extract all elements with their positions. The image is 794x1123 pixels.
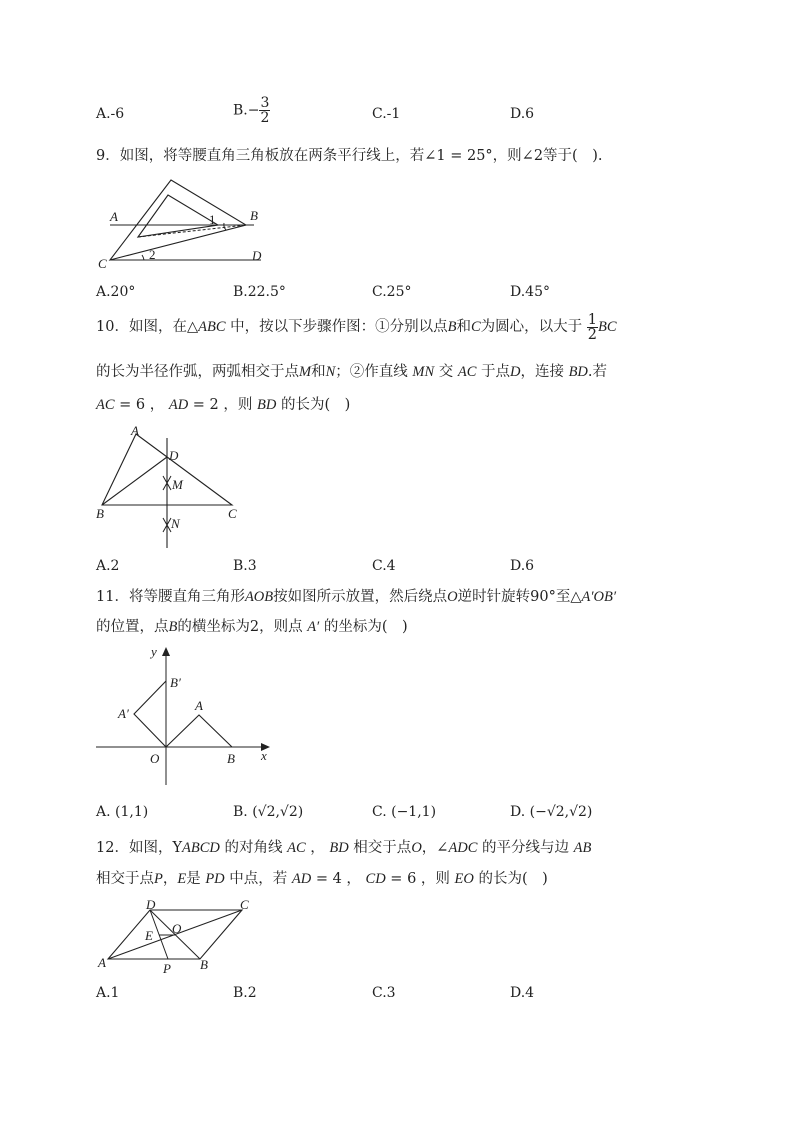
- q9-label-d: D: [252, 248, 262, 263]
- q12-label-d: D: [146, 897, 156, 912]
- q11-option-d: D. (−√2,√2): [510, 804, 593, 820]
- q10-label-n: N: [171, 516, 180, 531]
- q12-label-p: P: [163, 961, 171, 976]
- q10-option-c: C.4: [372, 558, 396, 574]
- q11-triangle-aob: [166, 715, 232, 747]
- q12-label-c: C: [240, 897, 249, 912]
- q8-option-c: C.-1: [372, 106, 401, 122]
- q9-dashed-segment: [138, 225, 246, 237]
- q12-label-e: E: [145, 928, 153, 943]
- q9-outer-triangle: [110, 180, 246, 260]
- q12-label-o: O: [172, 921, 182, 936]
- q8-option-d: D.6: [510, 106, 535, 122]
- q10-label-a: A: [131, 423, 139, 438]
- q11-stem-line2: 的位置，点B的横坐标为2，则点 A′ 的坐标为( ): [96, 619, 408, 635]
- q10-fraction-half: $\frac{1}{2}$: [587, 311, 597, 343]
- q10-label-c: C: [228, 506, 237, 521]
- q11-option-c: C. (−1,1): [372, 804, 437, 820]
- q9-option-c: C.25°: [372, 284, 412, 300]
- q10-option-b: B.3: [233, 558, 257, 574]
- q12-option-c: C.3: [372, 985, 396, 1001]
- q10-label-b: B: [96, 506, 104, 521]
- q11-label-y: y: [151, 644, 157, 659]
- q10-option-d: D.6: [510, 558, 535, 574]
- q11-y-axis-arrow: [162, 647, 170, 656]
- q12-option-a: A.1: [96, 985, 120, 1001]
- q11-label-a: A: [195, 698, 203, 713]
- q9-stem: 9．如图，将等腰直角三角板放在两条平行线上，若∠1 = 25°，则∠2等于( ).: [96, 148, 603, 164]
- q11-option-a: A. (1,1): [96, 804, 149, 820]
- q10-stem-line1: 10．如图，在△ABC 中，按以下步骤作图：①分别以点B和C为圆心，以大于 $\frac{1}{2}$ BC: [96, 311, 617, 343]
- q11-label-a-prime: A′: [118, 706, 129, 721]
- q12-option-b: B.2: [233, 985, 257, 1001]
- q11-label-o: O: [150, 751, 160, 766]
- q12-stem-line1: 12．如图，YABCD 的对角线 AC ， BD 相交于点O，∠ADC 的平分线与边 AB: [96, 840, 592, 856]
- q9-option-a: A.20°: [96, 284, 136, 300]
- q9-angle1-arc: [224, 223, 226, 230]
- q9-label-b: B: [250, 208, 258, 223]
- q9-option-b: B.22.5°: [233, 284, 286, 300]
- q11-figure: [90, 640, 280, 790]
- q11-label-b-prime: B′: [170, 675, 181, 690]
- q10-stem-line2: 的长为半径作弧，两弧相交于点M和N；②作直线 MN 交 AC 于点D，连接 BD.若: [96, 364, 608, 380]
- q10-segment-bd: [102, 457, 167, 505]
- q9-label-a: A: [110, 209, 118, 224]
- q9-figure: [96, 175, 286, 270]
- q8-option-a: A.-6: [96, 106, 125, 122]
- q10-figure: [90, 420, 250, 555]
- q9-label-angle2: 2: [149, 247, 156, 262]
- q10-label-m: M: [172, 477, 183, 492]
- q9-angle2-arc: [142, 255, 144, 260]
- q12-label-b: B: [200, 957, 208, 972]
- q11-label-x: x: [261, 748, 267, 763]
- q10-option-a: A.2: [96, 558, 120, 574]
- q11-triangle-a1ob1: [134, 681, 166, 747]
- q11-label-b: B: [227, 751, 235, 766]
- q11-option-b: B. (√2,√2): [233, 804, 304, 820]
- q12-label-a: A: [98, 955, 106, 970]
- q9-label-angle1: 1: [209, 212, 216, 227]
- q10-stem-line3: AC = 6 ， AD = 2 ，则 BD 的长为( ): [96, 397, 351, 413]
- q12-figure: [90, 895, 265, 980]
- q11-stem-line1: 11．将等腰直角三角形AOB按如图所示放置，然后绕点O逆时针旋转90°至△A′OB′: [96, 589, 617, 605]
- q8-option-b-fraction: $\frac{3}{2}$: [260, 95, 270, 126]
- q12-stem-line2: 相交于点P，E是 PD 中点，若 AD = 4 ， CD = 6 ，则 EO 的长为( ): [96, 871, 548, 887]
- q8-option-b: B.− $\frac{3}{2}$: [233, 95, 270, 126]
- q10-label-d: D: [169, 448, 179, 463]
- q9-option-d: D.45°: [510, 284, 550, 300]
- q9-label-c: C: [98, 256, 107, 270]
- q12-option-d: D.4: [510, 985, 535, 1001]
